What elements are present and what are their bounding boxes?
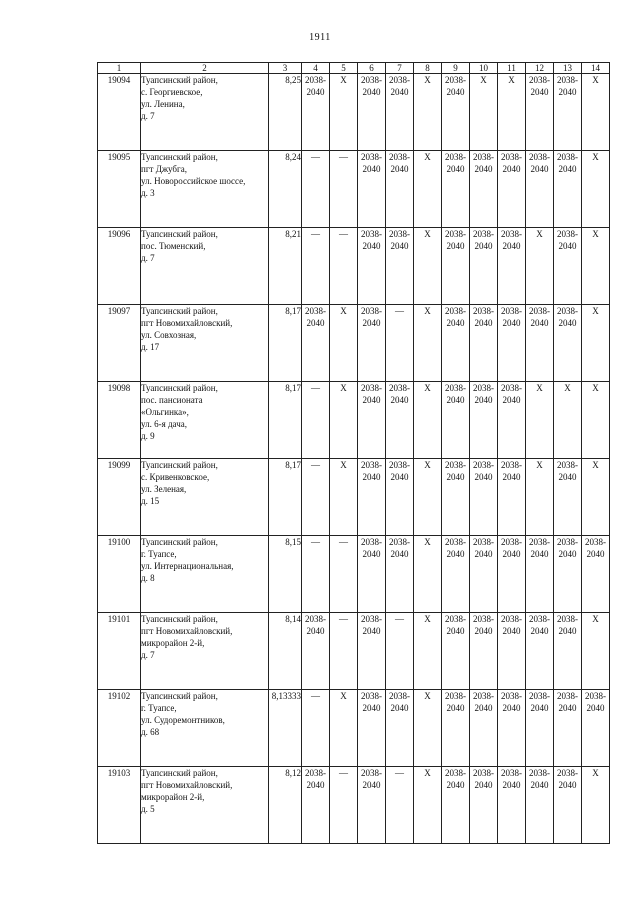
period-cell: — xyxy=(302,459,330,536)
period-cell: — xyxy=(330,151,358,228)
address-line: ул. Новороссийское шоссе, xyxy=(141,176,246,186)
period-cell: 2038-2040 xyxy=(442,767,470,844)
address-line: Туапсинский район, xyxy=(141,306,218,316)
period-cell: 2038-2040 xyxy=(526,536,554,613)
period-cell: 2038-2040 xyxy=(302,767,330,844)
period-cell: X xyxy=(330,74,358,151)
table-row xyxy=(98,459,610,536)
address-line: д. 7 xyxy=(141,253,155,263)
address-cell xyxy=(141,305,269,382)
address-line: г. Туапсе, xyxy=(141,703,177,713)
period-cell: — xyxy=(330,228,358,305)
address-line: Туапсинский район, xyxy=(141,614,218,624)
period-cell: X xyxy=(582,228,610,305)
table-body xyxy=(98,74,610,844)
address-line: Туапсинский район, xyxy=(141,75,218,85)
row-id-cell: 19098 xyxy=(98,382,141,459)
period-cell: 2038-2040 xyxy=(386,459,414,536)
period-cell: X xyxy=(414,228,442,305)
period-cell: X xyxy=(414,613,442,690)
table-row xyxy=(98,613,610,690)
period-cell: X xyxy=(554,382,582,459)
address-cell xyxy=(141,690,269,767)
column-header-5: 5 xyxy=(330,63,358,74)
period-cell: — xyxy=(330,536,358,613)
value-cell: 8,21 xyxy=(269,228,302,305)
address-line: микрорайон 2-й, xyxy=(141,638,205,648)
row-id-cell: 19102 xyxy=(98,690,141,767)
address-line: д. 3 xyxy=(141,188,155,198)
value-cell: 8,14 xyxy=(269,613,302,690)
address-line: Туапсинский район, xyxy=(141,537,218,547)
period-cell: 2038-2040 xyxy=(386,74,414,151)
period-cell: X xyxy=(414,690,442,767)
table-row xyxy=(98,74,610,151)
address-line: д. 8 xyxy=(141,573,155,583)
address-line: Туапсинский район, xyxy=(141,152,218,162)
value-cell: 8,13333 xyxy=(269,690,302,767)
period-cell: 2038-2040 xyxy=(498,382,526,459)
period-cell: X xyxy=(330,690,358,767)
address-line: «Ольгинка», xyxy=(141,407,189,417)
period-cell: X xyxy=(414,459,442,536)
period-cell: X xyxy=(498,74,526,151)
table-row xyxy=(98,767,610,844)
period-cell: 2038-2040 xyxy=(386,228,414,305)
address-line: пгт Новомихайловский, xyxy=(141,318,233,328)
period-cell: X xyxy=(470,74,498,151)
period-cell: — xyxy=(302,382,330,459)
period-cell: 2038-2040 xyxy=(302,305,330,382)
period-cell: 2038-2040 xyxy=(526,305,554,382)
period-cell: 2038-2040 xyxy=(582,690,610,767)
period-cell: 2038-2040 xyxy=(442,74,470,151)
period-cell: X xyxy=(582,767,610,844)
address-line: ул. 6-я дача, xyxy=(141,419,187,429)
address-line: ул. Ленина, xyxy=(141,99,185,109)
value-cell: 8,25 xyxy=(269,74,302,151)
table-row xyxy=(98,151,610,228)
address-cell xyxy=(141,767,269,844)
period-cell: 2038-2040 xyxy=(498,459,526,536)
period-cell: 2038-2040 xyxy=(386,382,414,459)
period-cell: — xyxy=(386,613,414,690)
period-cell: X xyxy=(414,536,442,613)
column-header-10: 10 xyxy=(470,63,498,74)
period-cell: X xyxy=(582,382,610,459)
period-cell: X xyxy=(330,305,358,382)
period-cell: X xyxy=(330,382,358,459)
period-cell: 2038-2040 xyxy=(470,151,498,228)
address-cell xyxy=(141,74,269,151)
address-line: д. 7 xyxy=(141,650,155,660)
period-cell: 2038-2040 xyxy=(442,382,470,459)
period-cell: X xyxy=(526,228,554,305)
value-cell: 8,24 xyxy=(269,151,302,228)
row-id-cell: 19101 xyxy=(98,613,141,690)
period-cell: 2038-2040 xyxy=(358,767,386,844)
address-line: микрорайон 2-й, xyxy=(141,792,205,802)
column-header-9: 9 xyxy=(442,63,470,74)
period-cell: 2038-2040 xyxy=(470,228,498,305)
period-cell: 2038-2040 xyxy=(498,690,526,767)
period-cell: 2038-2040 xyxy=(470,305,498,382)
column-header-3: 3 xyxy=(269,63,302,74)
address-line: Туапсинский район, xyxy=(141,383,218,393)
address-line: д. 5 xyxy=(141,804,155,814)
row-id-cell: 19100 xyxy=(98,536,141,613)
address-line: д. 15 xyxy=(141,496,160,506)
value-cell: 8,12 xyxy=(269,767,302,844)
period-cell: X xyxy=(414,151,442,228)
address-line: с. Георгиевское, xyxy=(141,87,203,97)
period-cell: 2038-2040 xyxy=(498,767,526,844)
address-line: ул. Зеленая, xyxy=(141,484,187,494)
table-row xyxy=(98,228,610,305)
column-header-2: 2 xyxy=(141,63,269,74)
period-cell: 2038-2040 xyxy=(358,228,386,305)
period-cell: X xyxy=(582,459,610,536)
period-cell: 2038-2040 xyxy=(358,382,386,459)
value-cell: 8,15 xyxy=(269,536,302,613)
row-id-cell: 19096 xyxy=(98,228,141,305)
period-cell: 2038-2040 xyxy=(526,151,554,228)
period-cell: 2038-2040 xyxy=(358,305,386,382)
address-line: ул. Совхозная, xyxy=(141,330,197,340)
period-cell: X xyxy=(414,382,442,459)
period-cell: 2038-2040 xyxy=(358,613,386,690)
period-cell: 2038-2040 xyxy=(526,767,554,844)
period-cell: 2038-2040 xyxy=(554,767,582,844)
period-cell: 2038-2040 xyxy=(442,305,470,382)
address-line: ул. Судоремонтников, xyxy=(141,715,225,725)
address-line: Туапсинский район, xyxy=(141,691,218,701)
period-cell: 2038-2040 xyxy=(470,690,498,767)
page-number: 1911 xyxy=(309,32,331,43)
period-cell: 2038-2040 xyxy=(526,613,554,690)
table-row xyxy=(98,536,610,613)
period-cell: 2038-2040 xyxy=(554,459,582,536)
period-cell: 2038-2040 xyxy=(498,536,526,613)
period-cell: 2038-2040 xyxy=(554,305,582,382)
value-cell: 8,17 xyxy=(269,382,302,459)
address-line: д. 7 xyxy=(141,111,155,121)
period-cell: X xyxy=(582,305,610,382)
address-line: д. 9 xyxy=(141,431,155,441)
column-header-13: 13 xyxy=(554,63,582,74)
period-cell: — xyxy=(302,151,330,228)
period-cell: X xyxy=(582,151,610,228)
row-id-cell: 19095 xyxy=(98,151,141,228)
period-cell: 2038-2040 xyxy=(358,536,386,613)
period-cell: 2038-2040 xyxy=(358,74,386,151)
address-line: пгт Новомихайловский, xyxy=(141,626,233,636)
period-cell: 2038-2040 xyxy=(358,459,386,536)
address-line: д. 68 xyxy=(141,727,160,737)
period-cell: 2038-2040 xyxy=(526,690,554,767)
period-cell: — xyxy=(302,536,330,613)
column-header-14: 14 xyxy=(582,63,610,74)
period-cell: 2038-2040 xyxy=(442,536,470,613)
column-header-6: 6 xyxy=(358,63,386,74)
column-header-7: 7 xyxy=(386,63,414,74)
period-cell: 2038-2040 xyxy=(358,151,386,228)
address-cell xyxy=(141,228,269,305)
period-cell: — xyxy=(386,767,414,844)
address-line: пгт Новомихайловский, xyxy=(141,780,233,790)
address-line: пгт Джубга, xyxy=(141,164,187,174)
period-cell: 2038-2040 xyxy=(386,536,414,613)
period-cell: 2038-2040 xyxy=(554,151,582,228)
column-header-1: 1 xyxy=(98,63,141,74)
row-id-cell: 19097 xyxy=(98,305,141,382)
period-cell: X xyxy=(414,74,442,151)
address-line: пос. пансионата xyxy=(141,395,203,405)
period-cell: 2038-2040 xyxy=(302,74,330,151)
period-cell: 2038-2040 xyxy=(442,613,470,690)
period-cell: 2038-2040 xyxy=(442,228,470,305)
period-cell: 2038-2040 xyxy=(470,613,498,690)
address-line: Туапсинский район, xyxy=(141,460,218,470)
table-row xyxy=(98,305,610,382)
period-cell: 2038-2040 xyxy=(386,690,414,767)
period-cell: X xyxy=(414,767,442,844)
period-cell: 2038-2040 xyxy=(442,459,470,536)
address-line: ул. Интернациональная, xyxy=(141,561,234,571)
period-cell: 2038-2040 xyxy=(554,74,582,151)
address-cell xyxy=(141,613,269,690)
period-cell: 2038-2040 xyxy=(498,151,526,228)
column-header-12: 12 xyxy=(526,63,554,74)
period-cell: 2038-2040 xyxy=(470,767,498,844)
period-cell: 2038-2040 xyxy=(554,613,582,690)
header-row xyxy=(98,63,610,74)
period-cell: 2038-2040 xyxy=(554,690,582,767)
address-cell xyxy=(141,382,269,459)
column-header-8: 8 xyxy=(414,63,442,74)
period-cell: X xyxy=(582,74,610,151)
period-cell: 2038-2040 xyxy=(526,74,554,151)
address-cell xyxy=(141,536,269,613)
period-cell: 2038-2040 xyxy=(498,228,526,305)
period-cell: 2038-2040 xyxy=(498,613,526,690)
period-cell: 2038-2040 xyxy=(470,536,498,613)
address-line: г. Туапсе, xyxy=(141,549,177,559)
period-cell: — xyxy=(386,305,414,382)
row-id-cell: 19103 xyxy=(98,767,141,844)
column-header-11: 11 xyxy=(498,63,526,74)
period-cell: — xyxy=(330,613,358,690)
address-line: Туапсинский район, xyxy=(141,229,218,239)
period-cell: 2038-2040 xyxy=(554,228,582,305)
value-cell: 8,17 xyxy=(269,305,302,382)
period-cell: 2038-2040 xyxy=(582,536,610,613)
period-cell: 2038-2040 xyxy=(442,151,470,228)
address-line: Туапсинский район, xyxy=(141,768,218,778)
period-cell: 2038-2040 xyxy=(470,459,498,536)
period-cell: — xyxy=(330,767,358,844)
table-row xyxy=(98,382,610,459)
table-row xyxy=(98,690,610,767)
period-cell: X xyxy=(414,305,442,382)
period-cell: X xyxy=(330,459,358,536)
period-cell: 2038-2040 xyxy=(498,305,526,382)
period-cell: 2038-2040 xyxy=(386,151,414,228)
address-line: д. 17 xyxy=(141,342,160,352)
period-cell: 2038-2040 xyxy=(470,382,498,459)
period-cell: — xyxy=(302,690,330,767)
column-header-4: 4 xyxy=(302,63,330,74)
period-cell: — xyxy=(302,228,330,305)
period-cell: X xyxy=(582,613,610,690)
row-id-cell: 19099 xyxy=(98,459,141,536)
period-cell: X xyxy=(526,459,554,536)
period-cell: 2038-2040 xyxy=(442,690,470,767)
period-cell: 2038-2040 xyxy=(302,613,330,690)
value-cell: 8,17 xyxy=(269,459,302,536)
period-cell: 2038-2040 xyxy=(554,536,582,613)
period-cell: X xyxy=(526,382,554,459)
address-cell xyxy=(141,459,269,536)
row-id-cell: 19094 xyxy=(98,74,141,151)
address-cell xyxy=(141,151,269,228)
period-cell: 2038-2040 xyxy=(358,690,386,767)
data-table xyxy=(97,62,610,844)
address-line: пос. Тюменский, xyxy=(141,241,206,251)
address-line: с. Кривенковское, xyxy=(141,472,210,482)
